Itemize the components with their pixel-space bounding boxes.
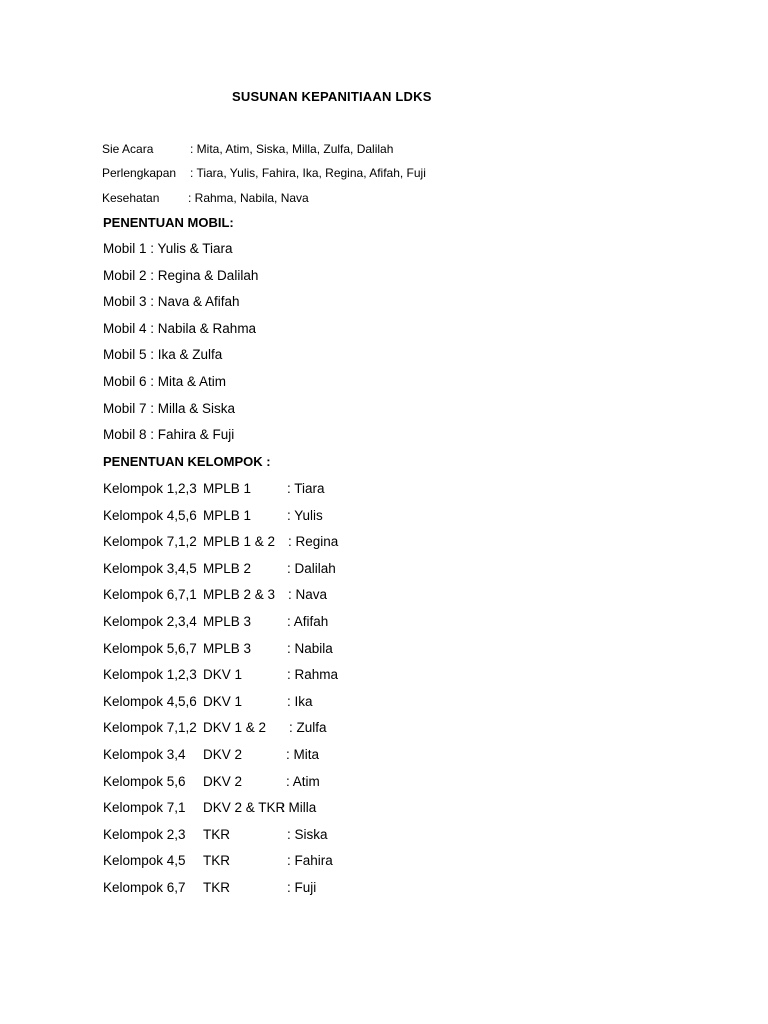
kelompok-person: : Afifah <box>287 613 329 629</box>
kelompok-row <box>103 693 423 720</box>
kelompok-class: TKR <box>203 826 230 842</box>
kelompok-class: TKR <box>203 853 230 869</box>
kelompok-name: Kelompok 4,5,6 <box>103 507 197 523</box>
kelompok-row <box>103 719 423 746</box>
mobil-item: Mobil 1 : Yulis & Tiara <box>103 241 233 256</box>
mobil-item: Mobil 4 : Nabila & Rahma <box>103 320 257 336</box>
kelompok-class: DKV 1 <box>203 693 243 709</box>
kelompok-name: Kelompok 2,3 <box>103 826 186 842</box>
sie-value: : Tiara, Yulis, Fahira, Ika, Regina, Afifah, Fuji <box>190 166 426 180</box>
kelompok-name: Kelompok 7,1,2 <box>103 720 197 736</box>
kelompok-name: Kelompok 7,1 <box>103 800 186 816</box>
kelompok-row <box>103 560 423 587</box>
sie-row-kesehatan <box>102 191 309 205</box>
kelompok-name: Kelompok 2,3,4 <box>103 613 197 629</box>
kelompok-person: : Tiara <box>287 481 325 496</box>
kelompok-row <box>103 640 423 667</box>
sie-value: : Mita, Atim, Siska, Milla, Zulfa, Dalilah <box>190 142 394 156</box>
kelompok-person: : Yulis <box>287 507 323 523</box>
kelompok-row <box>103 480 423 507</box>
kelompok-name: Kelompok 4,5,6 <box>103 693 197 709</box>
kelompok-class: MPLB 3 <box>203 613 252 629</box>
kelompok-class: MPLB 2 & 3 <box>203 587 276 603</box>
kelompok-class: MPLB 1 & 2 <box>203 534 276 550</box>
mobil-item: Mobil 8 : Fahira & Fuji <box>103 427 235 443</box>
kelompok-person: : Atim <box>286 773 320 789</box>
kelompok-class: MPLB 2 <box>203 560 252 576</box>
kelompok-row <box>103 799 423 826</box>
kelompok-row <box>103 507 423 534</box>
sie-label: Kesehatan <box>102 191 160 205</box>
mobil-list <box>103 240 258 453</box>
kelompok-class: DKV 2 & TKR <box>203 800 286 816</box>
kelompok-name: Kelompok 5,6 <box>103 773 186 789</box>
kelompok-row <box>103 826 423 853</box>
kelompok-name: Kelompok 1,2,3 <box>103 667 197 683</box>
mobil-item: Mobil 3 : Nava & Afifah <box>103 294 240 310</box>
kelompok-person: : Nabila <box>287 640 333 656</box>
mobil-item: Mobil 2 : Regina & Dalilah <box>103 267 259 283</box>
kelompok-person: : Nava <box>288 587 328 603</box>
kelompok-row <box>103 879 423 906</box>
kelompok-person: : Regina <box>288 534 339 550</box>
kelompok-person: : Ika <box>287 693 313 709</box>
kelompok-person: : Zulfa <box>289 720 327 736</box>
kelompok-row <box>103 746 423 773</box>
kelompok-person: : Mita <box>286 746 320 762</box>
mobil-item: Mobil 5 : Ika & Zulfa <box>103 347 223 363</box>
kelompok-class: MPLB 3 <box>203 640 252 656</box>
kelompok-person: : Rahma <box>287 667 339 683</box>
document-title: SUSUNAN KEPANITIAAN LDKS <box>232 89 432 104</box>
kelompok-name: Kelompok 6,7,1 <box>103 587 197 603</box>
sie-label: Perlengkapan <box>102 166 177 180</box>
mobil-item: Mobil 6 : Mita & Atim <box>103 373 227 389</box>
kelompok-name: Kelompok 3,4,5 <box>103 560 197 576</box>
kelompok-name: Kelompok 3,4 <box>103 746 186 762</box>
sie-row-acara <box>102 142 394 156</box>
kelompok-name: Kelompok 6,7 <box>103 879 186 895</box>
kelompok-row <box>103 586 423 613</box>
kelompok-row <box>103 666 423 693</box>
kelompok-name: Kelompok 7,1,2 <box>103 534 197 550</box>
kelompok-name: Kelompok 4,5 <box>103 853 186 869</box>
kelompok-person: : Milla <box>281 800 317 816</box>
kelompok-person: : Fahira <box>287 853 333 869</box>
kelompok-class: MPLB 1 <box>203 507 252 523</box>
kelompok-name: Kelompok 1,2,3 <box>103 481 197 496</box>
kelompok-person: : Fuji <box>287 879 317 895</box>
kelompok-class: MPLB 1 <box>203 481 252 496</box>
kelompok-row <box>103 852 423 879</box>
mobil-heading: PENENTUAN MOBIL: <box>103 215 234 230</box>
mobil-item: Mobil 7 : Milla & Siska <box>103 400 236 416</box>
kelompok-heading: PENENTUAN KELOMPOK : <box>103 454 271 469</box>
sie-row-perlengkapan <box>102 166 426 180</box>
sie-label: Sie Acara <box>102 142 154 156</box>
kelompok-person: : Siska <box>287 826 328 842</box>
kelompok-row <box>103 613 423 640</box>
kelompok-class: DKV 1 <box>203 667 243 683</box>
kelompok-row <box>103 773 423 800</box>
kelompok-class: DKV 2 <box>203 746 243 762</box>
kelompok-class: TKR <box>203 879 230 895</box>
kelompok-person: : Dalilah <box>287 560 336 576</box>
kelompok-row <box>103 533 423 560</box>
kelompok-name: Kelompok 5,6,7 <box>103 640 197 656</box>
sie-value: : Rahma, Nabila, Nava <box>188 191 309 205</box>
kelompok-list <box>103 480 423 906</box>
kelompok-class: DKV 2 <box>203 773 243 789</box>
kelompok-class: DKV 1 & 2 <box>203 720 267 736</box>
